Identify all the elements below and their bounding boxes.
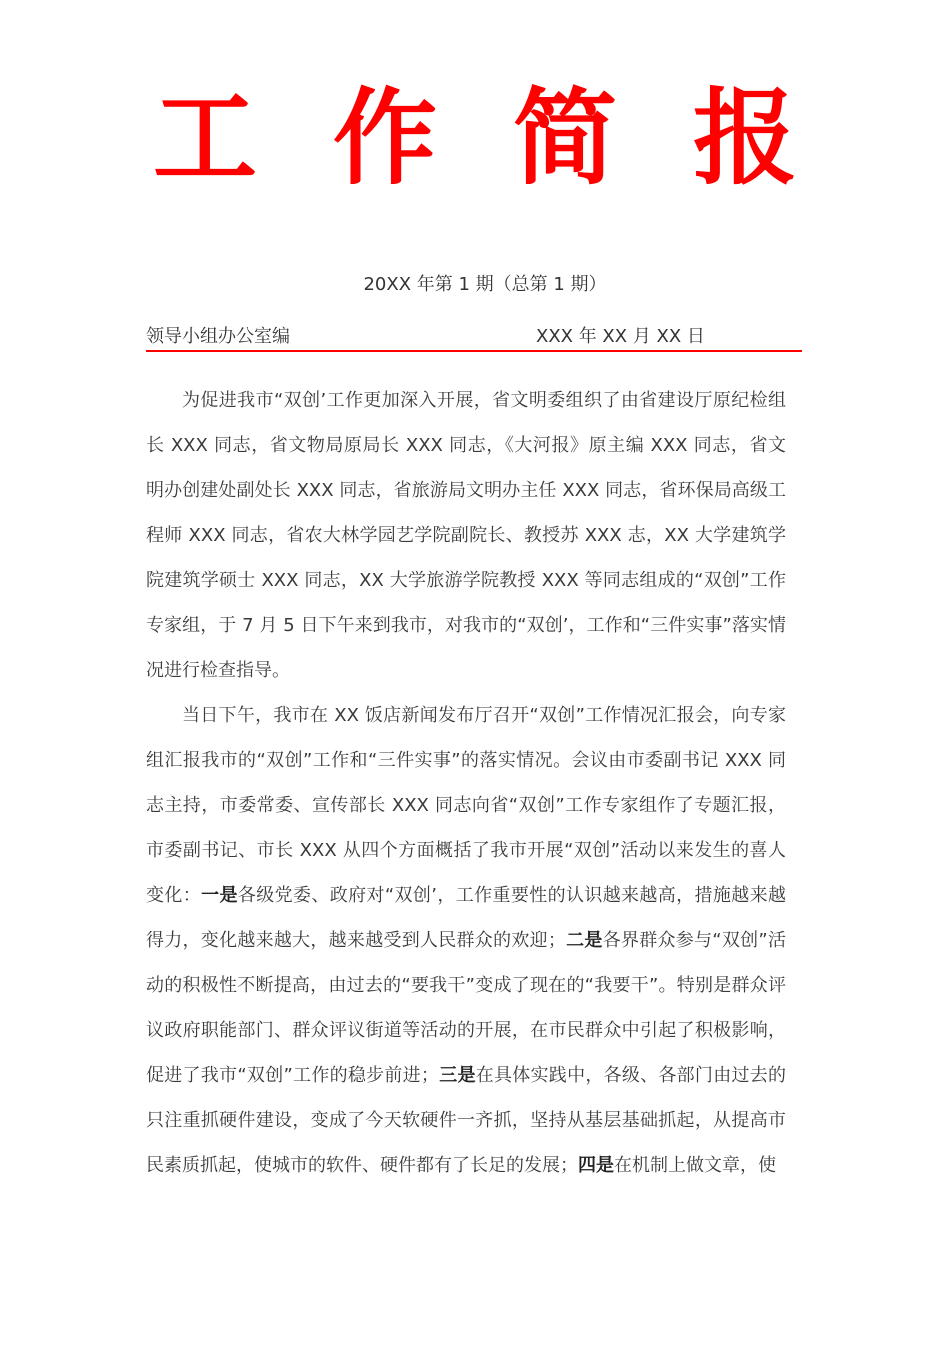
meta-row — [146, 322, 802, 348]
paragraph-1: 为促进我市“双创’工作更加深入开展，省文明委组织了由省建设厅原纪检组长 XXX 同志，省文物局原局长 XXX 同志，《大河报》原主编 XXX 同志，省文明办创建处副处长 XXX 同志，省旅游局文明办主任 XXX 同志，省环保局高级工程师 XXX 同志，省农大林学园艺学院副院长、教授苏 XXX 志，XX 大学建筑学院建筑学硕士 XXX 同志，XX 大学旅游学院教授 XXX 等同志组成的“双创”工作专家组，于 7 月 5 日下午来到我市，对我市的“双创’，工作和“三件实事”落实情况进行检查指导。 — [146, 390, 786, 681]
point-1-text: 各级党委、政府对“双创’，工作重要性的认识越来越高，措施越来越得力，变化越来越大，越来越受到人民群众的欢迎； — [146, 885, 787, 951]
point-1-label: 一是 — [201, 885, 238, 906]
masthead-char-4: 报 — [692, 77, 797, 199]
article-body — [146, 378, 786, 1188]
masthead-char-1: 工 — [152, 77, 257, 199]
point-3-text: 在具体实践中，各级、各部门由过去的只注重抓硬件建设，变成了今天软硬件一齐抓，坚持从基层基础抓起，从提高市民素质抓起，使城市的软件、硬件都有了长足的发展； — [146, 1065, 787, 1176]
point-4-text: 在机制上做文章，使 — [614, 1155, 776, 1176]
masthead-char-2: 作 — [332, 77, 437, 199]
issue-date: XXX 年 XX 月 XX 日 — [536, 326, 705, 347]
masthead-title — [150, 78, 800, 198]
point-2-label: 二是 — [565, 930, 603, 951]
paragraph-2 — [146, 693, 786, 1188]
point-3-label: 三是 — [438, 1065, 476, 1086]
masthead-char-3: 简 — [512, 77, 617, 199]
point-4-label: 四是 — [578, 1155, 614, 1176]
red-divider — [146, 350, 802, 352]
issue-number: 20XX 年第 1 期（总第 1 期） — [363, 274, 607, 295]
editor-label: 领导小组办公室编 — [146, 326, 290, 347]
paragraph-2-intro: 当日下午，我市在 XX 饭店新闻发布厅召开“双创”工作情况汇报会，向专家组汇报我市的“双创”工作和“三件实事”的落实情况。会议由市委副书记 XXX 同志主持，市委常委、宣传部长 XXX 同志向省“双创”工作专家组作了专题汇报，市委副书记、市长 XXX 从四个方面概括了我市开展“双创”活动以来发生的喜人变化： — [146, 705, 786, 906]
point-2-text: 各界群众参与“双创”活动的积极性不断提高，由过去的“要我干”变成了现在的“我要干”。特别是群众评议政府职能部门、群众评议街道等活动的开展，在市民群众中引起了积极影响，促进了我市“双创”工作的稳步前进； — [146, 930, 787, 1086]
